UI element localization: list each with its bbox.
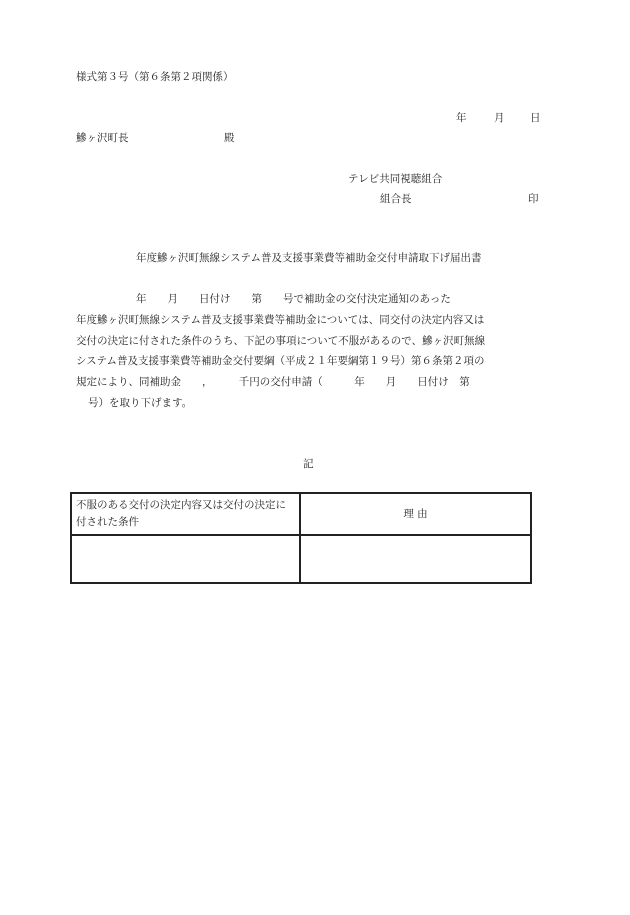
date-month-label: 月 — [494, 112, 505, 124]
reason-cell[interactable] — [300, 535, 531, 583]
chief-label: 組合長 — [380, 193, 412, 205]
body-line-5: 規定により、同補助金 ， 千円の交付申請（ 年 月 日付け 第 — [76, 376, 470, 388]
ki-heading: 記 — [303, 458, 314, 470]
seal-mark: 印 — [528, 193, 539, 205]
condition-cell[interactable] — [71, 535, 300, 583]
body-line-3: 交付の決定に付された条件のうち、下記の事項について不服があるので、鰺ヶ沢町無線 — [76, 335, 486, 347]
column-header-reason: 理 由 — [300, 493, 531, 535]
date-day-label: 日 — [530, 112, 541, 124]
addressee-honorific: 殿 — [224, 132, 235, 144]
table-row — [71, 535, 531, 583]
detail-table — [70, 492, 532, 584]
body-line-4: システム普及支援事業費等補助金交付要綱（平成２１年要綱第１９号）第６条第２項の — [76, 355, 485, 367]
addressee: 鰺ヶ沢町長 — [76, 132, 129, 144]
applicant-organization: テレビ共同視聴組合 — [348, 173, 443, 185]
date-year-label: 年 — [456, 112, 467, 124]
form-label: 様式第３号（第６条第２項関係） — [76, 71, 234, 83]
body-line-6: 号）を取り下げます。 — [88, 397, 193, 409]
column-header-condition: 不服のある交付の決定内容又は交付の決定に付された条件 — [71, 493, 300, 535]
body-line-1: 年 月 日付け 第 号で補助金の交付決定通知のあった — [136, 293, 451, 305]
body-line-2: 年度鰺ヶ沢町無線システム普及支援事業費等補助金については、同交付の決定内容又は — [76, 314, 485, 326]
document-title: 年度鰺ヶ沢町無線システム普及支援事業費等補助金交付申請取下げ届出書 — [136, 252, 482, 264]
table-header-row — [71, 493, 531, 535]
